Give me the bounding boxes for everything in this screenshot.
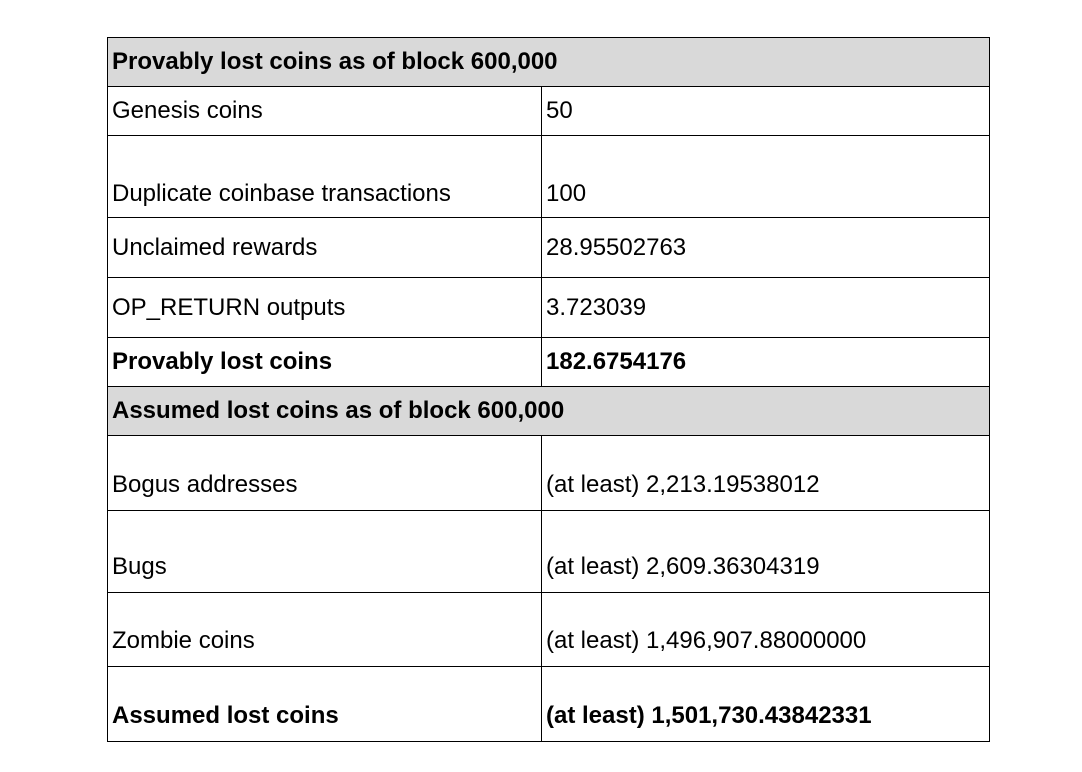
row-value: 50 — [542, 87, 990, 136]
total-value: 182.6754176 — [542, 338, 990, 387]
table-row — [108, 87, 990, 136]
table-row — [108, 593, 990, 667]
provable-section-header: Provably lost coins as of block 600,000 — [108, 38, 990, 87]
lost-coins-table — [107, 37, 990, 742]
table-row — [108, 218, 990, 278]
table-row — [108, 436, 990, 511]
row-value: 28.95502763 — [542, 218, 990, 278]
row-label: Bugs — [108, 511, 542, 593]
row-label: Genesis coins — [108, 87, 542, 136]
table-row — [108, 278, 990, 338]
table-row — [108, 136, 990, 218]
row-value: 100 — [542, 136, 990, 218]
assumed-total-row — [108, 667, 990, 742]
row-label: Unclaimed rewards — [108, 218, 542, 278]
total-label: Provably lost coins — [108, 338, 542, 387]
provable-total-row — [108, 338, 990, 387]
provable-section-header-row — [108, 38, 990, 87]
row-value: (at least) 1,496,907.88000000 — [542, 593, 990, 667]
table-row — [108, 511, 990, 593]
row-label: Duplicate coinbase transactions — [108, 136, 542, 218]
row-value: (at least) 2,213.19538012 — [542, 436, 990, 511]
total-label: Assumed lost coins — [108, 667, 542, 742]
total-value: (at least) 1,501,730.43842331 — [542, 667, 990, 742]
row-label: OP_RETURN outputs — [108, 278, 542, 338]
row-value: 3.723039 — [542, 278, 990, 338]
row-label: Bogus addresses — [108, 436, 542, 511]
assumed-section-header-row — [108, 387, 990, 436]
assumed-section-header: Assumed lost coins as of block 600,000 — [108, 387, 990, 436]
row-value: (at least) 2,609.36304319 — [542, 511, 990, 593]
row-label: Zombie coins — [108, 593, 542, 667]
